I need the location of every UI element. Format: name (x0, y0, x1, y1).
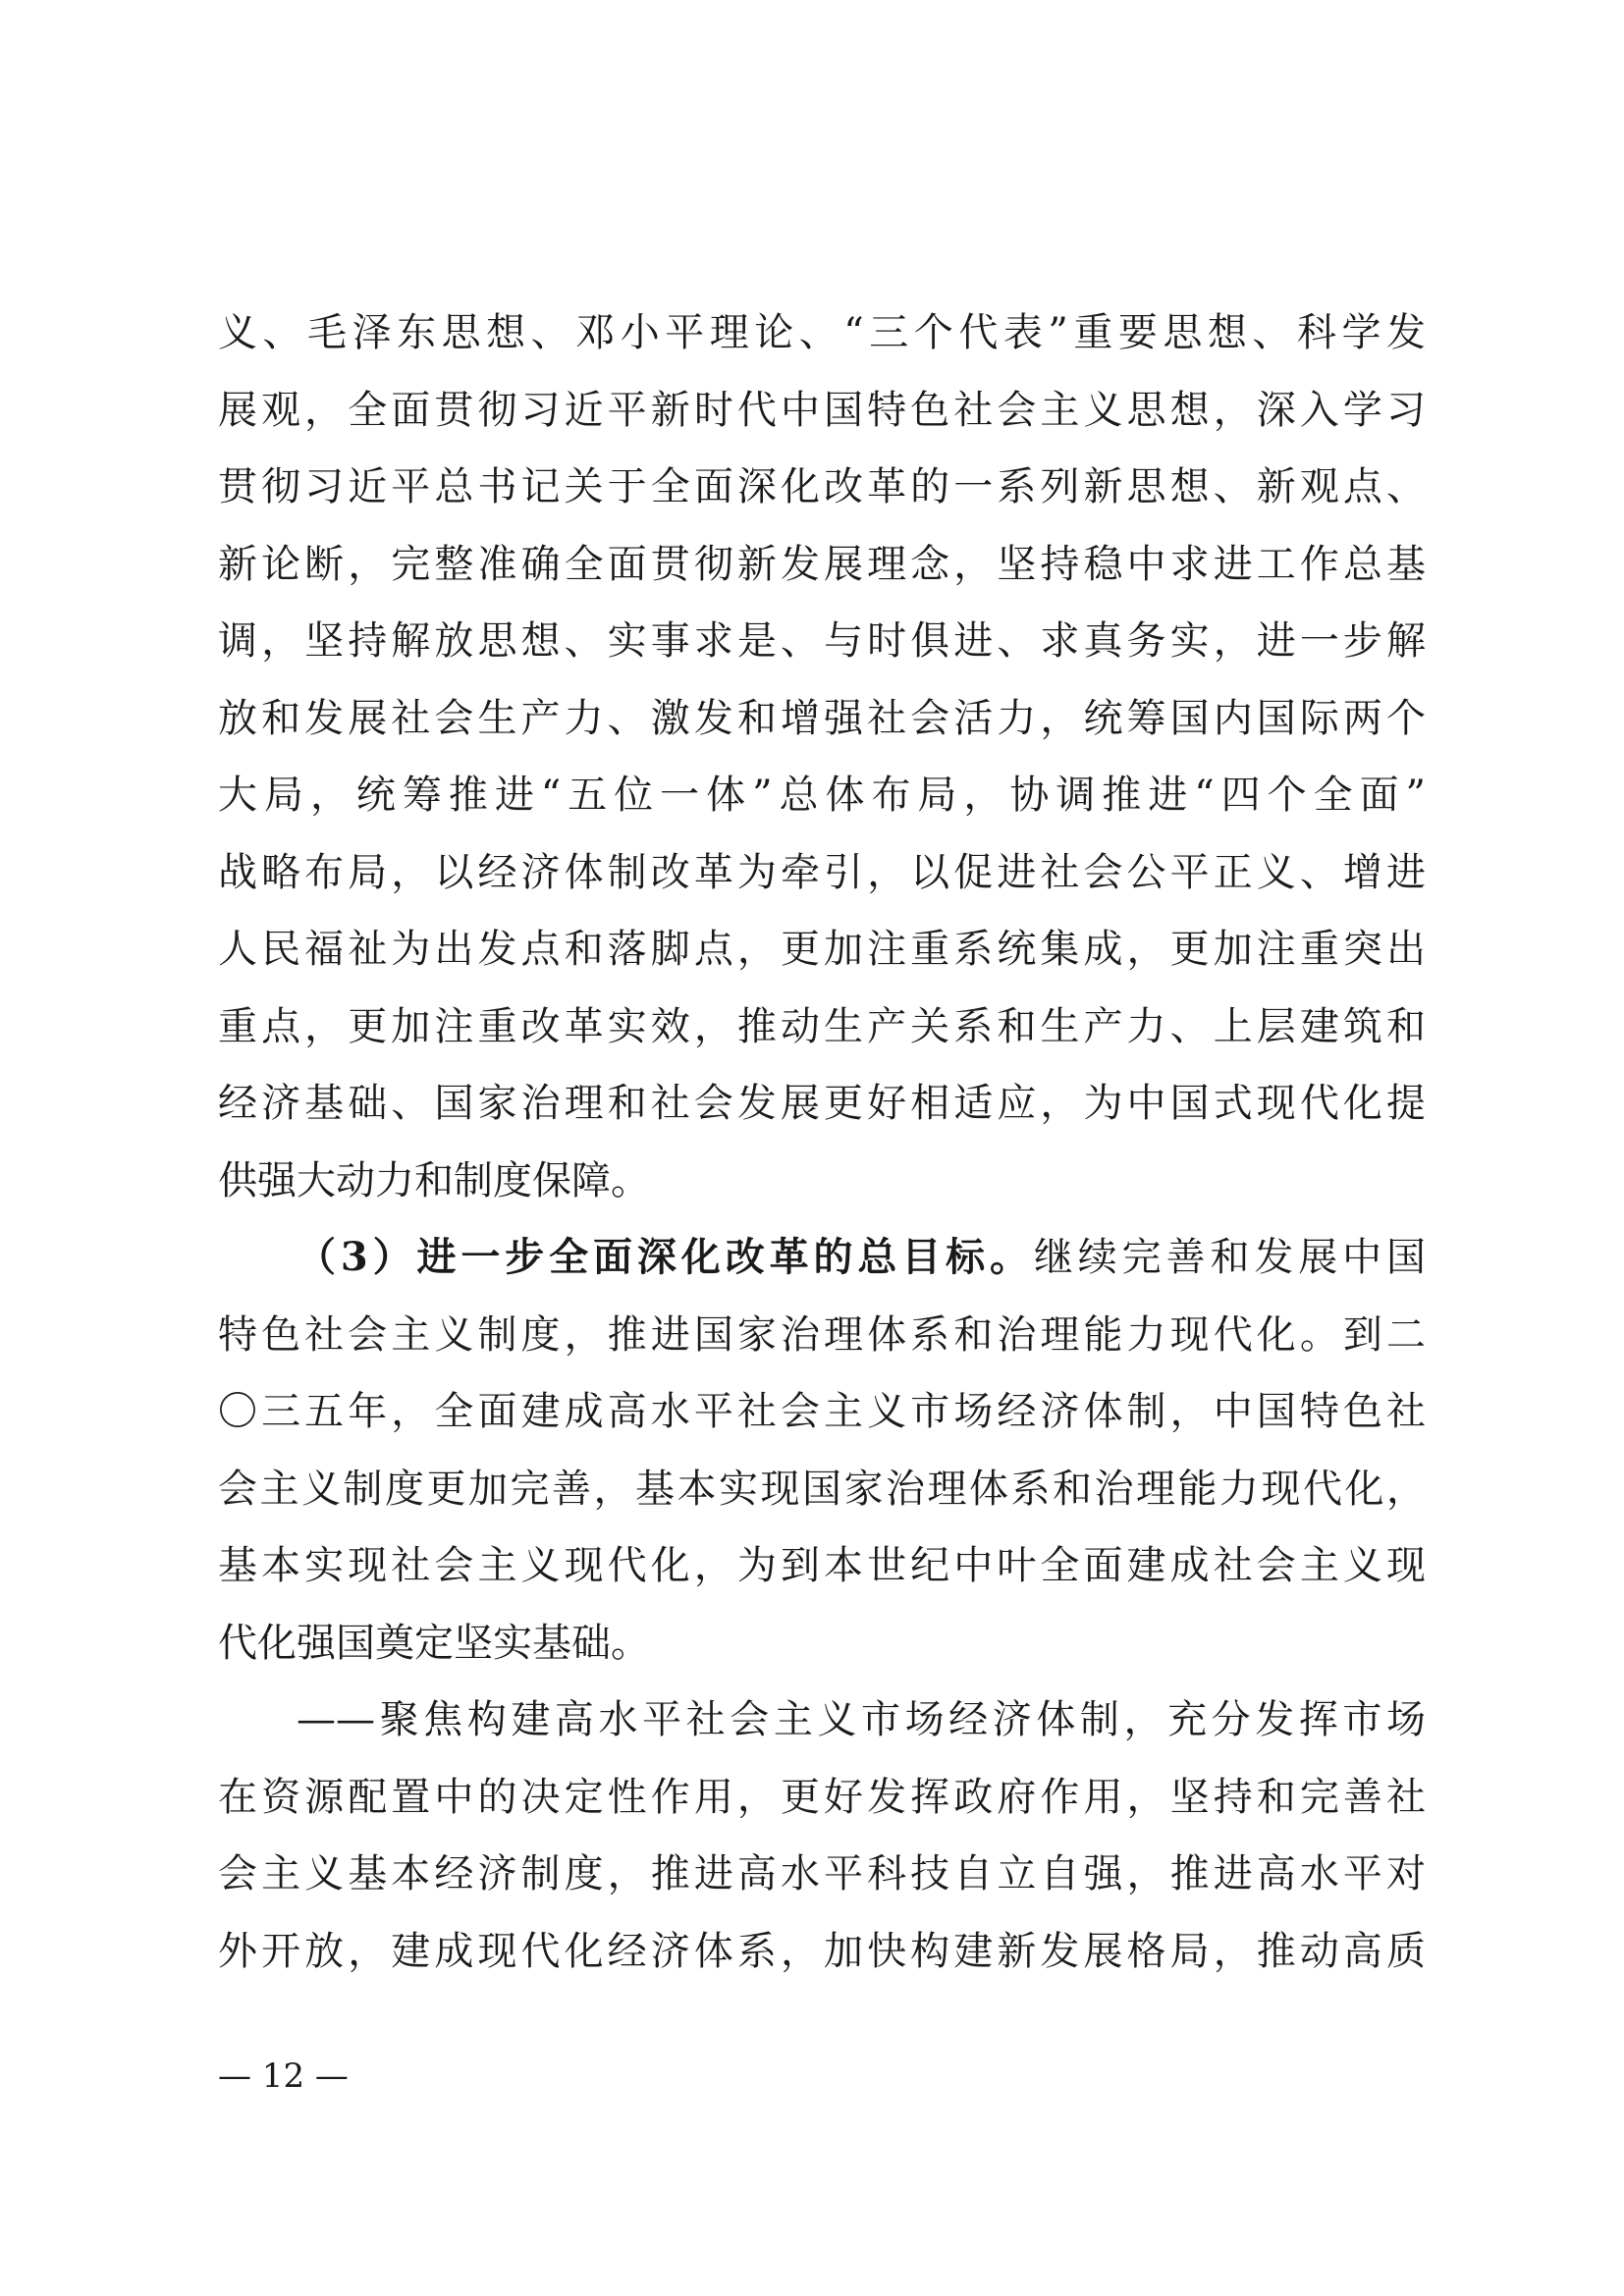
text-line: 基本实现社会主义现代化，为到本世纪中叶全面建成社会主义现 (218, 1543, 1426, 1588)
text-line: 外开放，建成现代化经济体系，加快构建新发展格局，推动高质 (218, 1928, 1426, 1974)
page-number: — 12 — (218, 2056, 349, 2096)
text-line: 大局，统筹推进“五位一体”总体布局，协调推进“四个全面” (218, 773, 1426, 818)
text-line: 战略布局，以经济体制改革为牵引，以促进社会公平正义、增进 (218, 849, 1426, 895)
text-line: 经济基础、国家治理和社会发展更好相适应，为中国式现代化提 (218, 1081, 1426, 1126)
text-line: 供强大动力和制度保障。 (218, 1157, 650, 1203)
text-line: 人民福祉为出发点和落脚点，更加注重系统集成，更加注重突出 (218, 927, 1426, 972)
text-line: 调，坚持解放思想、实事求是、与时俱进、求真务实，进一步解 (218, 618, 1426, 664)
text-line: 在资源配置中的决定性作用，更好发挥政府作用，坚持和完善社 (218, 1774, 1426, 1820)
heading-line-text: 继续完善和发展中国 (1033, 1235, 1426, 1280)
body-text (218, 294, 1426, 1990)
text-line: 贯彻习近平总书记关于全面深化改革的一系列新思想、新观点、 (218, 464, 1426, 509)
paragraph-guiding-thought (218, 294, 1426, 1219)
text-line: 〇三五年，全面建成高水平社会主义市场经济体制，中国特色社 (218, 1389, 1426, 1434)
text-line: 展观，全面贯彻习近平新时代中国特色社会主义思想，深入学习 (218, 387, 1426, 433)
section-heading: （3）进一步全面深化改革的总目标。 (297, 1234, 1034, 1280)
text-line: 会主义基本经济制度，推进高水平科技自立自强，推进高水平对 (218, 1851, 1426, 1896)
paragraph-market-economy (218, 1682, 1426, 1990)
text-line: 代化强国奠定坚实基础。 (218, 1620, 650, 1666)
text-line-with-heading (218, 1219, 1426, 1297)
text-line: 会主义制度更加完善，基本实现国家治理体系和治理能力现代化， (218, 1466, 1426, 1512)
paragraph-overall-goal (218, 1219, 1426, 1682)
text-line: 重点，更加注重改革实效，推动生产关系和生产力、上层建筑和 (218, 1003, 1426, 1049)
text-line: 特色社会主义制度，推进国家治理体系和治理能力现代化。到二 (218, 1311, 1426, 1358)
text-line: ——聚焦构建高水平社会主义市场经济体制，充分发挥市场 (297, 1697, 1426, 1742)
text-line: 放和发展社会生产力、激发和增强社会活力，统筹国内国际两个 (218, 695, 1426, 741)
text-line: 义、毛泽东思想、邓小平理论、“三个代表”重要思想、科学发 (218, 310, 1426, 355)
text-line: 新论断，完整准确全面贯彻新发展理念，坚持稳中求进工作总基 (218, 541, 1426, 587)
